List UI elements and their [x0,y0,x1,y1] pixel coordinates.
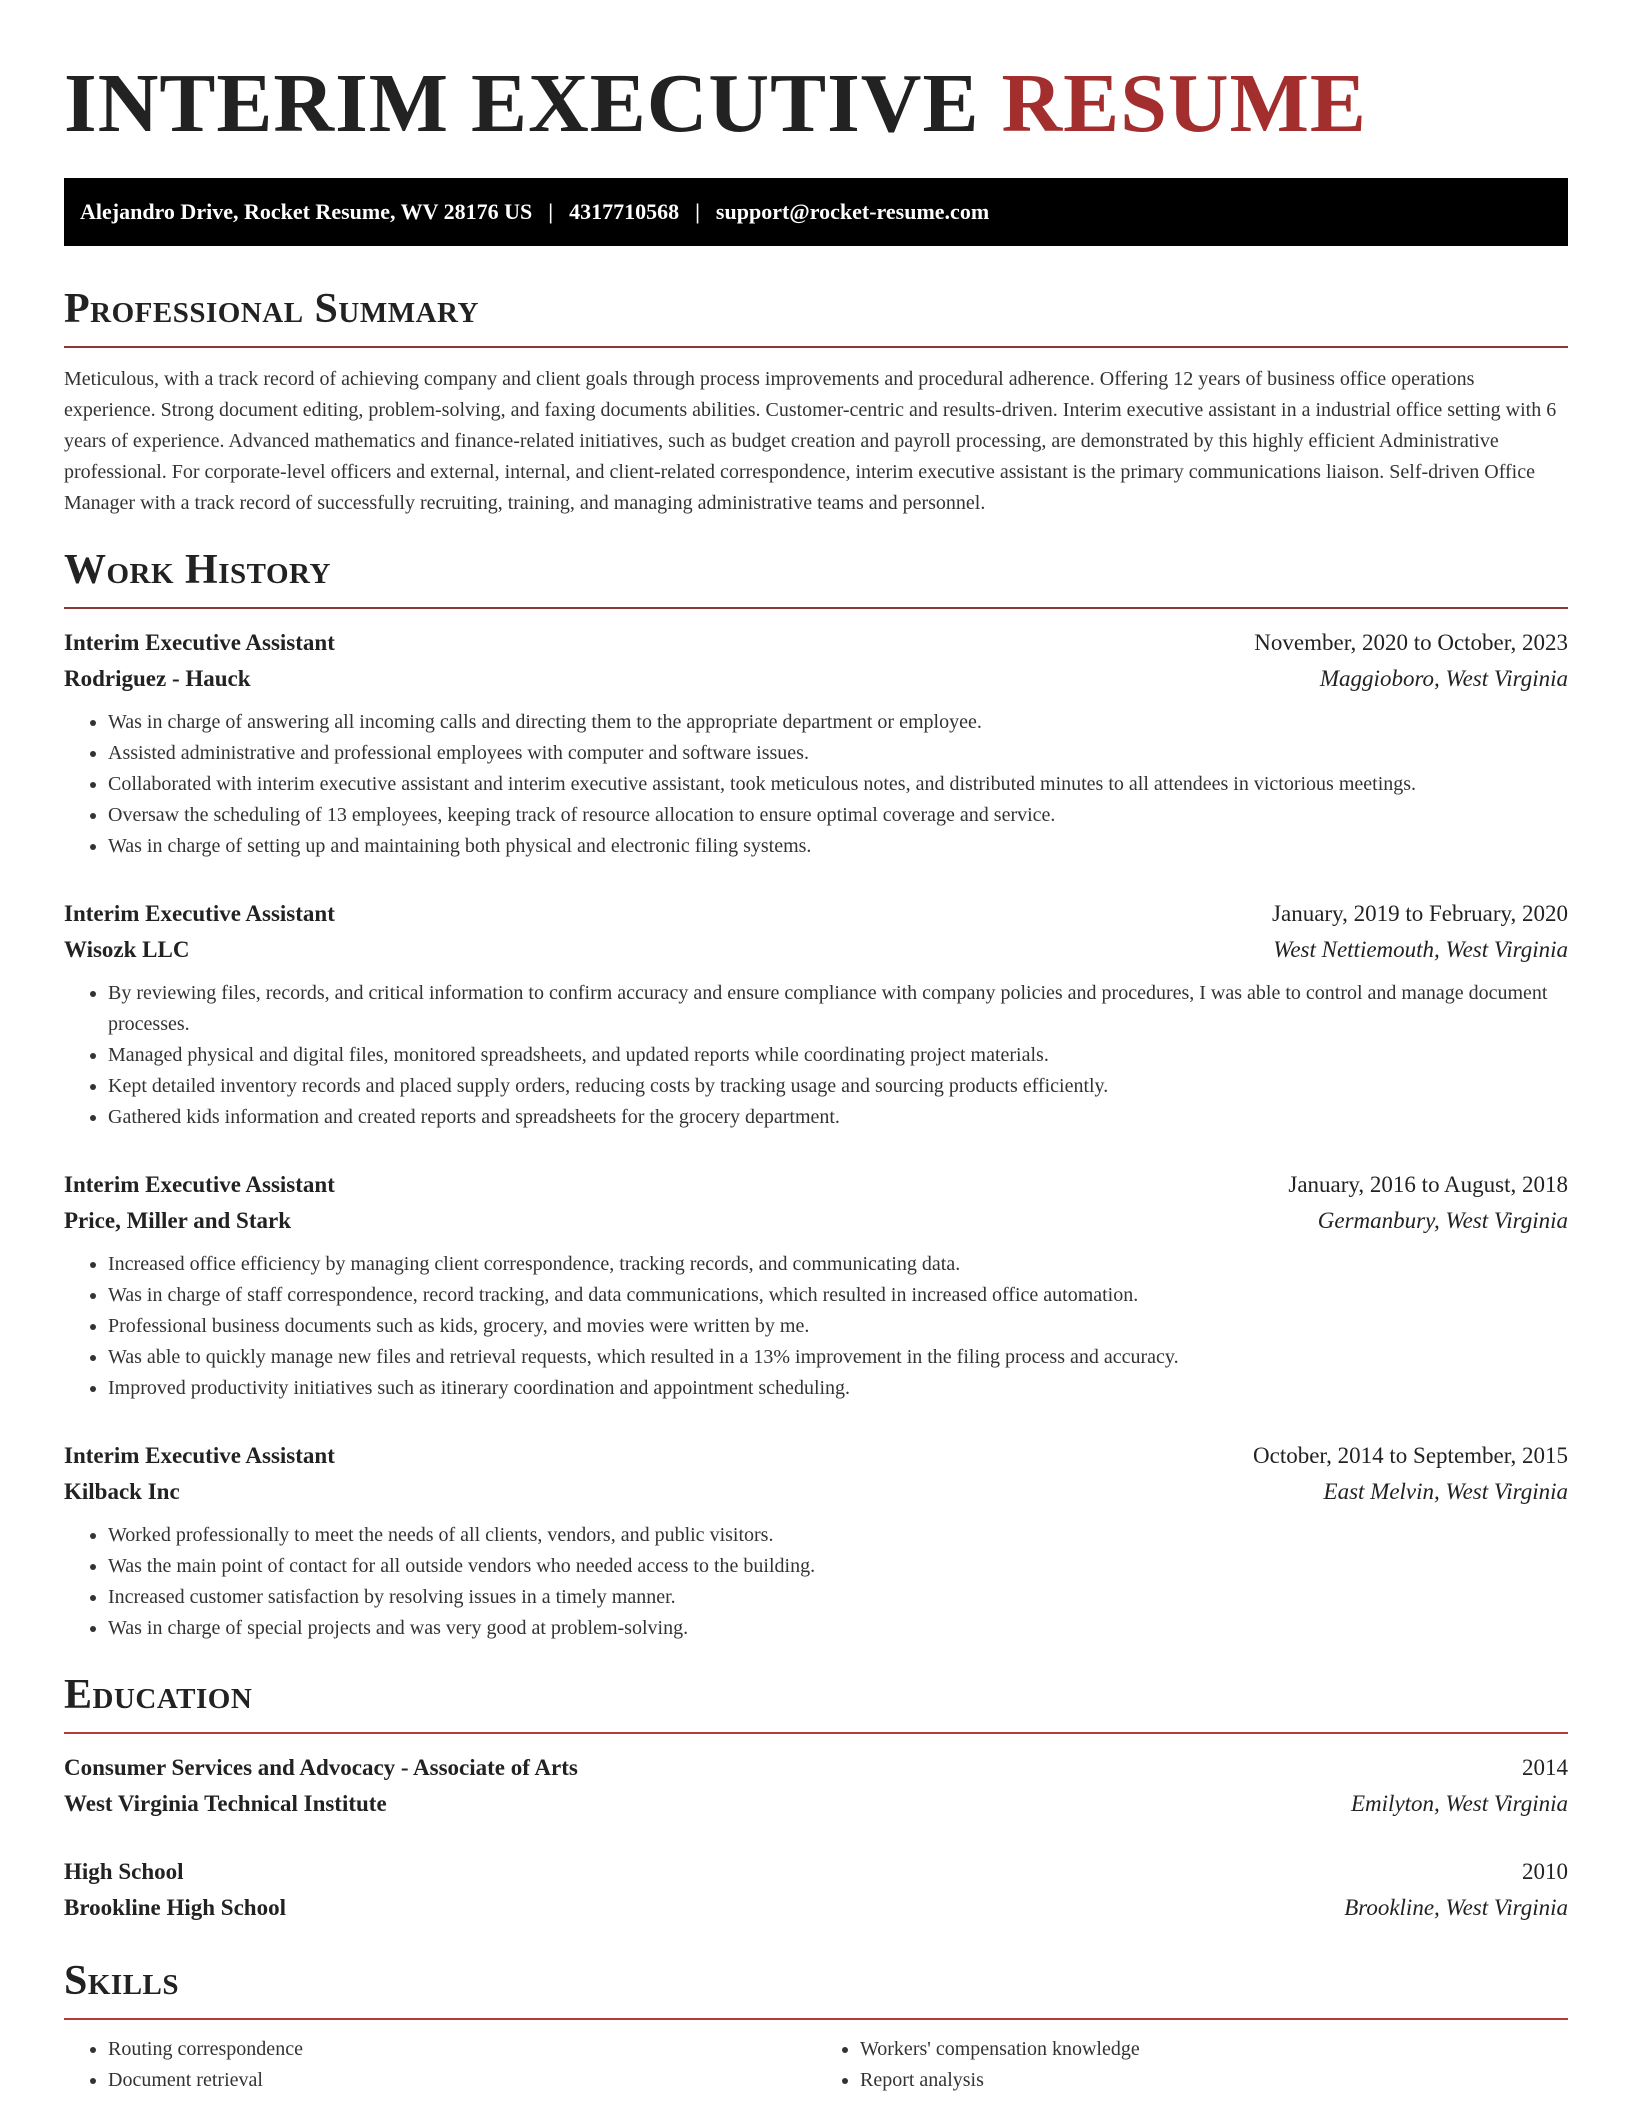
education-degree-row [64,1750,1568,1786]
education-year: 2014 [1522,1755,1568,1780]
education-entry [64,1750,1568,1822]
job-title: Interim Executive Assistant [64,630,335,655]
list-item: • Improved productivity initiatives such as itinerary coordination and appointment scheduling. [108,1373,1568,1404]
job-title: Interim Executive Assistant [64,1443,335,1468]
list-item: • Increased customer satisfaction by resolving issues in a timely manner. [108,1582,1568,1613]
list-item: • Routing correspondence [108,2034,816,2065]
contact-separator: | [548,199,554,224]
job-header-row [64,1167,1568,1203]
job-header-row [64,625,1568,661]
contact-separator: | [695,199,700,224]
education-school-row [64,1786,1568,1822]
list-item: • Was the main point of contact for all outside vendors who needed access to the building. [108,1551,1568,1582]
job-company-row [64,1203,1568,1239]
job-dates: October, 2014 to September, 2015 [1253,1443,1568,1468]
education-entry [64,1854,1568,1926]
education-school-row [64,1890,1568,1926]
job-company-row [64,1474,1568,1510]
skills-columns [64,2034,1568,2096]
contact-bar [64,178,1568,246]
list-item: • Oversaw the scheduling of 13 employees, keeping track of resource allocation to ensure optimal coverage and service. [108,800,1568,831]
list-item: • Was able to quickly manage new files and retrieval requests, which resulted in a 13% improvement in the filing process and accuracy. [108,1342,1568,1373]
job-dates: January, 2016 to August, 2018 [1288,1172,1568,1197]
skills-list-left [64,2034,816,2096]
job-title: Interim Executive Assistant [64,1172,335,1197]
resume-page [64,0,1568,2096]
skills-section [64,1956,1568,2096]
job-bullets [64,707,1568,862]
section-heading-skills: Skills [64,1958,180,2004]
job-bullets [64,1520,1568,1644]
section-divider [64,1732,1568,1734]
job-entry [64,896,1568,1133]
list-item: • Was in charge of special projects and was very good at problem-solving. [108,1613,1568,1644]
job-title: Interim Executive Assistant [64,901,335,926]
list-item: • Increased office efficiency by managing client correspondence, tracking records, and communicating data. [108,1249,1568,1280]
list-item: • Report analysis [860,2065,1568,2096]
list-item: • Gathered kids information and created reports and spreadsheets for the grocery department. [108,1102,1568,1133]
job-company: Wisozk LLC [64,937,190,962]
section-divider [64,346,1568,348]
education-degree: High School [64,1859,184,1884]
section-heading-summary: Professional Summary [64,286,479,332]
section-divider [64,2018,1568,2020]
job-location: East Melvin, West Virginia [1323,1479,1568,1504]
job-bullets [64,978,1568,1133]
job-location: West Nettiemouth, West Virginia [1273,937,1568,962]
work-history-section [64,545,1568,1644]
job-location: Germanbury, West Virginia [1317,1208,1568,1233]
job-company-row [64,932,1568,968]
list-item: • By reviewing files, records, and critical information to confirm accuracy and ensure compliance with company policies and procedures, I was able to control and manage document processes. [108,978,1568,1040]
job-company: Price, Miller and Stark [64,1208,291,1233]
education-school: Brookline High School [64,1895,286,1920]
contact-address: Alejandro Drive, Rocket Resume, WV 28176 US [80,199,533,224]
education-degree-row [64,1854,1568,1890]
education-school: West Virginia Technical Institute [64,1791,387,1816]
list-item: • Assisted administrative and professional employees with computer and software issues. [108,738,1568,769]
list-item: • Collaborated with interim executive assistant and interim executive assistant, took meticulous notes, and distributed minutes to all attendees in victorious meetings. [108,769,1568,800]
list-item: • Was in charge of staff correspondence, record tracking, and data communications, which resulted in increased office automation. [108,1280,1568,1311]
job-header-row [64,896,1568,932]
title-accent: RESUME [1001,57,1367,150]
job-entry [64,1438,1568,1644]
job-header-row [64,1438,1568,1474]
job-company: Kilback Inc [64,1479,180,1504]
education-location: Emilyton, West Virginia [1351,1791,1568,1816]
title-main: INTERIM EXECUTIVE [64,57,980,150]
job-dates: January, 2019 to February, 2020 [1272,901,1568,926]
list-item: • Worked professionally to meet the needs of all clients, vendors, and public visitors. [108,1520,1568,1551]
list-item: • Workers' compensation knowledge [860,2034,1568,2065]
job-location: Maggioboro, West Virginia [1319,666,1568,691]
education-section [64,1670,1568,1926]
education-year: 2010 [1522,1859,1568,1884]
job-dates: November, 2020 to October, 2023 [1254,630,1568,655]
section-heading-work-history: Work History [64,547,331,593]
list-item: • Document retrieval [108,2065,816,2096]
skills-list-right [816,2034,1568,2096]
section-divider [64,607,1568,609]
job-entry [64,1167,1568,1404]
list-item: • Kept detailed inventory records and placed supply orders, reducing costs by tracking usage and sourcing products efficiently. [108,1071,1568,1102]
job-company-row [64,661,1568,697]
section-heading-education: Education [64,1672,253,1718]
list-item: • Was in charge of answering all incoming calls and directing them to the appropriate department or employee. [108,707,1568,738]
list-item: • Was in charge of setting up and maintaining both physical and electronic filing systems. [108,831,1568,862]
education-location: Brookline, West Virginia [1344,1895,1568,1920]
contact-phone: 4317710568 [569,199,680,224]
list-item: • Managed physical and digital files, monitored spreadsheets, and updated reports while coordinating project materials. [108,1040,1568,1071]
job-company: Rodriguez - Hauck [64,666,251,691]
job-entry [64,625,1568,862]
contact-email: support@rocket-resume.com [715,199,990,224]
list-item: • Professional business documents such as kids, grocery, and movies were written by me. [108,1311,1568,1342]
education-degree: Consumer Services and Advocacy - Associate of Arts [64,1755,578,1780]
resume-title [64,0,1568,152]
summary-section [64,284,1568,519]
summary-text: Meticulous, with a track record of achieving company and client goals through process improvements and procedural adherence. Offering 12 years of business office operations experience. Strong document editing, problem-solving, and faxing documents abilities. Customer-centric and results-driven. Interim executive assistant in a industrial office setting with 6 years of experience. Advanced mathematics and finance-related initiatives, such as budget creation and payroll processing, are demonstrated by this highly efficient Administrative professional. For corporate-level officers and external, internal, and client-related correspondence, interim executive assistant is the primary communications liaison. Self-driven Office Manager with a track record of successfully recruiting, training, and managing administrative teams and personnel. [64,368,1557,514]
job-bullets [64,1249,1568,1404]
